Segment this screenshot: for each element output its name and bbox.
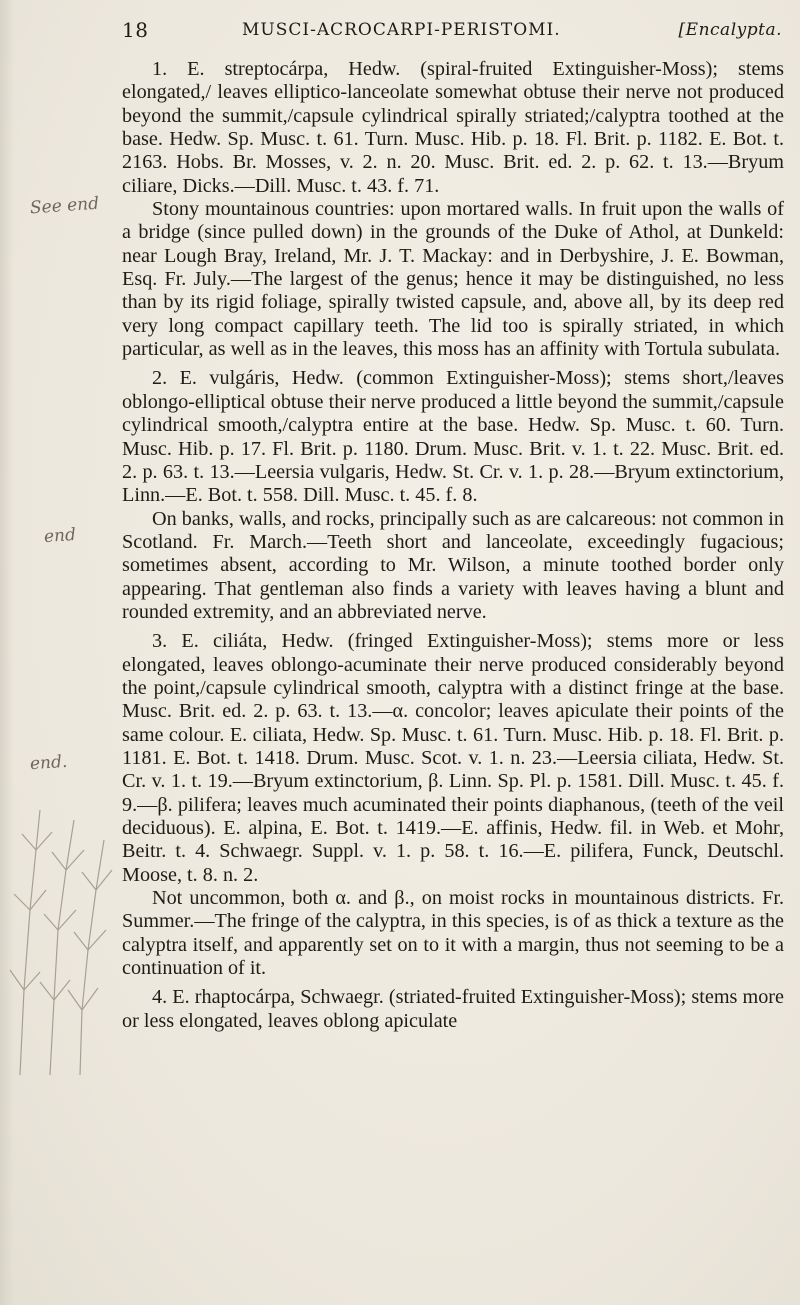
species-entry-1: 1. E. streptocárpa, Hedw. (spiral-fruited Extinguisher-Moss); stems elongated,/ leaves elliptico-lanceolate somewhat obtuse their nerve not produced beyond the summit,/capsule cylindrical spirally striated;/calyptra toothed at the base. Hedw. Sp. Musc. t. 61. Turn. Musc. Hib. p. 18. Fl. Brit. p. 1182. E. Bot. t. 2163. Hobs. Br. Mosses, v. 2. n. 20. Musc. Brit. ed. 2. p. 62. t. 13.—Bryum ciliare, Dicks.—Dill. Musc. t. 43. f. 71.: [122, 58, 784, 197]
margin-note-end: end: [43, 524, 77, 548]
running-title: MUSCI-ACROCARPI-PERISTOMI.: [242, 20, 561, 40]
species-entry-4: 4. E. rhaptocárpa, Schwaegr. (striated-fruited Extinguisher-Moss); stems more or less elongated, leaves oblong apiculate: [122, 986, 784, 1032]
species-entry-3: 3. E. ciliáta, Hedw. (fringed Extinguisher-Moss); stems more or less elongated, leaves oblongo-acuminate their nerve produced considerably beyond the point,/capsule cylindrical smooth, calyptra with a distinct fringe at the base. Musc. Brit. ed. 2. p. 63. t. 13.—α. concolor; leaves apiculate their points of the same colour. E. ciliata, Hedw. Sp. Musc. t. 61. Turn. Musc. Hib. p. 18. Fl. Brit. p. 1181. E. Bot. t. 1418. Drum. Musc. Scot. v. 1. n. 23.—Leersia ciliata, Hedw. St. Cr. v. 1. t. 19.—Bryum extinctorium, β. Linn. Sp. Pl. p. 1581. Dill. Musc. t. 45. f. 9.—β. pilifera; leaves much acuminated their points diaphanous, (teeth of the veil deciduous). E. alpina, E. Bot. t. 1419.—E. affinis, Hedw. fil. in Web. et Mohr, Beitr. t. 4. Schwaegr. Suppl. v. 1. p. 58. t. 16.—E. pilifera, Funck, Deutschl. Moose, t. 8. n. 2.: [122, 630, 784, 886]
species-entry-2: 2. E. vulgáris, Hedw. (common Extinguisher-Moss); stems short,/leaves oblongo-elliptical obtuse their nerve produced a little beyond the summit,/capsule cylindrical smooth,/calyptra entire at the base. Hedw. Sp. Musc. t. 60. Turn. Musc. Hib. p. 17. Fl. Brit. p. 1180. Drum. Musc. Brit. v. 1. t. 22. Musc. Brit. ed. 2. p. 63. t. 13.—Leersia vulgaris, Hedw. St. Cr. v. 1. p. 28.—Bryum extinctorium, Linn.—E. Bot. t. 558. Dill. Musc. t. 45. f. 8.: [122, 367, 784, 507]
genus-heading: [Encalypta.: [678, 20, 782, 40]
pressed-moss-specimen-illustration: [0, 790, 118, 1080]
habitat-note-3: Not uncommon, both α. and β., on moist rocks in mountainous districts. Fr. Summer.—The fringe of the calyptra, in this species, is of as thick a texture as the calyptra itself, and apparently set on to it with a margin, thus not seeming to be a continuation of it.: [122, 887, 784, 980]
habitat-note-1: Stony mountainous countries: upon mortared walls. In fruit upon the walls of a bridge (since pulled down) in the grounds of the Duke of Athol, at Dunkeld: near Lough Bray, Ireland, Mr. J. T. Mackay: and in Derbyshire, J. E. Bowman, Esq. Fr. July.—The largest of the genus; hence it may be distinguished, no less than by its rigid foliage, spirally twisted capsule, and, above all, by its deep red very long compact capillary teeth. The lid too is spirally striated, in which particular, as well as in the leaves, this moss has an affinity with Tortula subulata.: [122, 198, 784, 361]
body-text: [122, 58, 784, 1033]
habitat-note-2: On banks, walls, and rocks, principally such as are calcareous: not common in Scotland. Fr. March.—Teeth short and lanceolate, exceedingly fugacious; sometimes absent, according to Mr. Wilson, a minute toothed border only appearing. That gentleman also finds a variety with leaves having a blunt and rounded extremity, and an abbreviated nerve.: [122, 507, 784, 623]
page-number: 18: [122, 18, 149, 42]
page-edge-shadow: [0, 0, 14, 1305]
margin-note-see-end: See end: [29, 193, 100, 219]
running-header: [122, 18, 782, 48]
margin-note-end-2: end.: [29, 751, 68, 775]
